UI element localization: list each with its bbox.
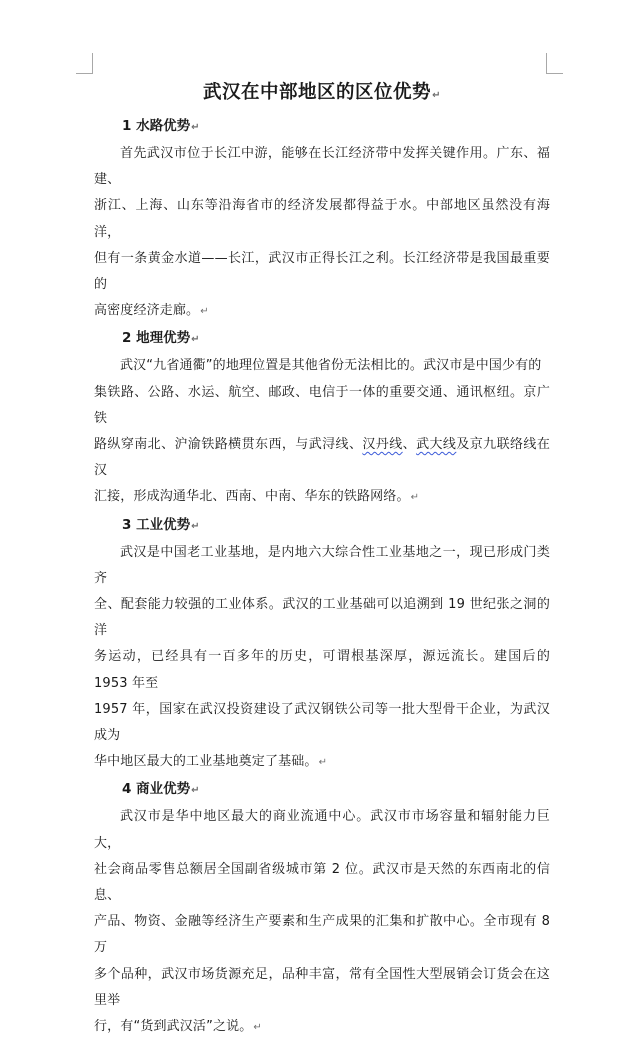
paragraph-mark-icon: ↵: [191, 334, 200, 346]
text-line: 汇接，形成沟通华北、西南、中南、华东的铁路网络。↵: [94, 489, 420, 505]
spellcheck-underlined-word[interactable]: 武大线: [416, 437, 457, 453]
text-line: 武汉是中国老工业基地，是内地六大综合性工业基地之一，现已形成门类齐: [94, 544, 550, 586]
crop-mark-top-right: [546, 53, 563, 74]
text-line: 华中地区最大的工业基地奠定了基础。↵: [94, 754, 328, 770]
text-line: 武汉市是华中地区最大的商业流通中心。武汉市市场容量和辐射能力巨大，: [94, 809, 550, 851]
text-line: 武汉“九省通衢”的地理位置是其他省份无法相比的。武汉市是中国少有的: [120, 358, 542, 374]
section-heading-geography[interactable]: 2 地理优势↵: [122, 330, 200, 347]
section-heading-water[interactable]: 1 水路优势↵: [122, 118, 200, 134]
text-line: 全、配套能力较强的工业体系。武汉的工业基础可以追溯到 19 世纪张之洞的洋: [94, 597, 550, 639]
text-line: 产品、物资、金融等经济生产要素和生产成果的汇集和扩散中心。全市现有 8 万: [94, 914, 550, 956]
paragraph-mark-icon: ↵: [200, 306, 209, 318]
paragraph-mark-icon: ↵: [191, 520, 200, 532]
text-line: 务运动，已经具有一百多年的历史，可谓根基深厚，源远流长。建国后的 1953 年至: [94, 649, 550, 691]
document-title[interactable]: 武汉在中部地区的区位优势↵: [203, 82, 441, 103]
crop-mark-top-left: [76, 53, 93, 74]
paragraph-mark-icon: ↵: [253, 1022, 262, 1034]
section-heading-industry[interactable]: 3 工业优势↵: [122, 516, 200, 533]
text-line: 行，有“货到武汉活”之说。↵: [94, 1019, 262, 1035]
paragraph-mark-icon: ↵: [191, 122, 200, 133]
text-line: 高密度经济走廊。↵: [94, 303, 209, 319]
paragraph-mark-icon: ↵: [318, 757, 328, 769]
text-line: 多个品种，武汉市场货源充足，品种丰富，常有全国性大型展销会订货会在这里举: [94, 966, 550, 1008]
section-heading-commerce[interactable]: 4 商业优势↵: [122, 781, 200, 798]
paragraph-water[interactable]: [94, 141, 550, 325]
text-line: 浙江、上海、山东等沿海省市的经济发展都得益于水。中部地区虽然没有海洋，: [94, 198, 550, 240]
paragraph-industry[interactable]: [94, 540, 550, 777]
text-line: 但有一条黄金水道——长江，武汉市正得长江之利。长江经济带是我国最重要的: [94, 250, 550, 293]
text-line: 集铁路、公路、水运、航空、邮政、电信于一体的重要交通、通讯枢纽。京广铁: [94, 384, 550, 426]
text-line: 社会商品零售总额居全国副省级城市第 2 位。武汉市是天然的东西南北的信息、: [94, 861, 550, 904]
paragraph-mark-icon: ↵: [432, 90, 441, 101]
paragraph-commerce[interactable]: [94, 804, 550, 1041]
text-line: 首先武汉市位于长江中游，能够在长江经济带中发挥关键作用。广东、福建、: [94, 146, 550, 188]
paragraph-mark-icon: ↵: [410, 492, 420, 504]
paragraph-mark-icon: ↵: [191, 785, 200, 797]
text-line: 路纵穿南北、沪渝铁路横贯东西，与武浔线、汉丹线、武大线及京九联络线在汉: [94, 437, 550, 479]
document-body: [94, 80, 550, 1041]
spellcheck-underlined-word[interactable]: 汉丹线: [362, 437, 403, 453]
paragraph-geography[interactable]: [94, 353, 550, 511]
text-line: 1957 年，国家在武汉投资建设了武汉钢铁公司等一批大型骨干企业，为武汉成为: [94, 701, 550, 744]
